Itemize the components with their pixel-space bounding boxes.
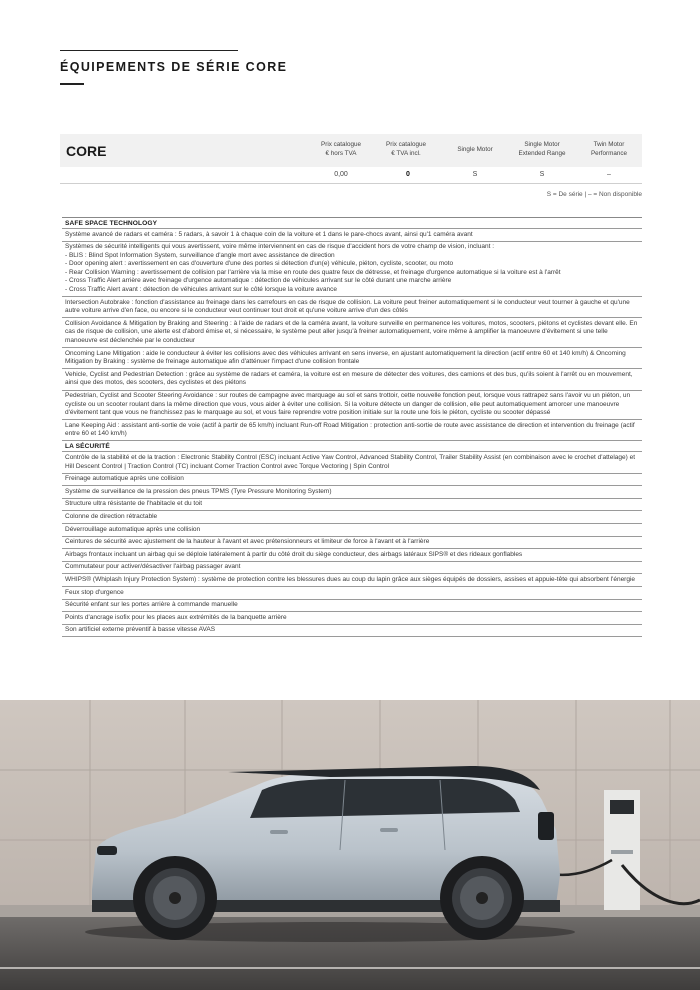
section-heading: LA SÉCURITÉ <box>62 441 642 452</box>
feature-row: Vehicle, Cyclist and Pedestrian Detection : grâce au système de radars et caméra, la voiture est en mesure de détecter des voitures, des camions et des bus, qu'ils soient à l'arrêt ou en mouvement, ainsi que des motos, des scooters, des cyclistes et des piétons <box>62 369 642 390</box>
col-single-motor-er: Single Motor Extended Range <box>518 141 566 157</box>
feature-row: Colonne de direction rétractable <box>62 511 642 524</box>
electric-suv-charging-photo <box>0 700 700 990</box>
section-heading: SAFE SPACE TECHNOLOGY <box>62 218 642 229</box>
feature-row: Intersection Autobrake : fonction d'assistance au freinage dans les carrefours en cas de risque de collision. La voiture peut freiner automatiquement si le conducteur veut tourner à gauche et qu'une autre voiture arrive d'en face, ou encore si le conducteur veut continuer tout droit et qu'une voiture arrive d'un des côtés <box>62 297 642 318</box>
feature-row: Oncoming Lane Mitigation : aide le conducteur à éviter les collisions avec des véhicules arrivant en sens inverse, en ajustant automatiquement la direction (actif entre 60 et 140 km/h) & Oncoming Mitigation by Braking : système de freinage automatique afin d'atténuer l'impact d'une collision frontale <box>62 348 642 369</box>
trim-title: CORE <box>66 143 107 159</box>
feature-row: Systèmes de sécurité intelligents qui vous avertissent, voire même interviennent en cas de risque d'accident hors de votre champ de vision, incluant : - BLIS : Blind Spot Information System, surveillance d'angle mort avec assistance de direction - Door opening alert : avertissement en cas d'ouverture d'une des portes si détection d'un(e) véhicule, piéton, cycliste, scooter, ou moto - Rear Collision Warning : avertissement de collision par l'arrière via la mise en route des quatre feux de détresse, et freinage d'urgence automatique si la voiture est à l'arrêt - Cross Traffic Alert arrière avec freinage d'urgence automatique : détection de véhicules arrivant sur le côté durant une marche arrière - Cross Traffic Alert avant : détection de véhicules arrivant sur le côté lorsque la voiture avance <box>62 242 642 298</box>
feature-row: Système de surveillance de la pression des pneus TPMS (Tyre Pressure Monitoring System) <box>62 486 642 499</box>
legend: S = De série | – = Non disponible <box>546 191 642 198</box>
feature-row: WHIPS® (Whiplash Injury Protection System) : système de protection contre les blessures dues au coup du lapin grâce aux sièges équipés de dossiers, assises et appuie-tête qui absorbent l'énergie <box>62 574 642 587</box>
col-price-incl-vat: Prix catalogue € TVA incl. <box>386 141 426 157</box>
availability-twin-motor: – <box>607 171 611 178</box>
feature-row: Freinage automatique après une collision <box>62 474 642 487</box>
feature-row: Ceintures de sécurité avec ajustement de la hauteur à l'avant et avec prétensionneurs et limiteur de force à l'avant et à l'arrière <box>62 537 642 550</box>
feature-row: Lane Keeping Aid : assistant anti-sortie de voie (actif à partir de 65 km/h) incluant Run-off Road Mitigation : protection anti-sortie de route avec assistance de direction et intervention du freinage (actif entre 60 et 140 km/h) <box>62 420 642 441</box>
availability-single-motor-er: S <box>539 171 545 178</box>
feature-row: Déverrouillage automatique après une collision <box>62 524 642 537</box>
feature-row: Commutateur pour activer/désactiver l'airbag passager avant <box>62 562 642 575</box>
photo-illustration <box>0 700 700 990</box>
price-incl-vat: 0 <box>406 171 410 178</box>
feature-row: Pedestrian, Cyclist and Scooter Steering Avoidance : sur routes de campagne avec marquage au sol et sans trottoir, cette nouvelle fonction peut, lorsque vous rattrapez sans l'avoir vu un piéton, un cycliste ou un scooter roulant dans la même direction que vous, vous aider à éviter une collision. Si la voiture détecte un danger de collision, elle peut automatiquement amorcer une manoeuvre d'évitement tant que vous ne franchissez pas le marquage au sol, et vous faire reprendre votre position initiale sur la route une fois le piéton, cycliste ou scooter dépassé <box>62 391 642 421</box>
feature-row: Son artificiel externe préventif à basse vitesse AVAS <box>62 625 642 638</box>
top-rule <box>60 50 238 51</box>
feature-row: Points d'ancrage isofix pour les places aux extrémités de la banquette arrière <box>62 612 642 625</box>
feature-row: Sécurité enfant sur les portes arrière à commande manuelle <box>62 600 642 613</box>
price-excl-vat: 0,00 <box>334 171 348 178</box>
availability-single-motor: S <box>472 171 478 178</box>
feature-row: Collision Avoidance & Mitigation by Braking and Steering : à l'aide de radars et de la caméra avant, la voiture surveille en permanence les voitures, motos, scooters, piétons et cyclistes devant elle. En cas de risque de collision, une alerte est d'abord émise et, si nécessaire, le système peut aller jusqu'à freiner automatiquement, voire même à amplifier la manoeuvre d'évitement si une telle manoeuvre est déclenchée par le conducteur <box>62 318 642 348</box>
col-twin-motor: Twin Motor Performance <box>590 141 628 157</box>
feature-row: Feux stop d'urgence <box>62 587 642 600</box>
feature-row: Système avancé de radars et caméra : 5 radars, à savoir 1 à chaque coin de la voiture et 1 dans le pare-chocs avant, ainsi qu'1 caméra avant <box>62 229 642 242</box>
feature-row: Structure ultra résistante de l'habitacle et du toit <box>62 499 642 512</box>
col-single-motor: Single Motor <box>457 146 493 153</box>
col-price-excl-vat: Prix catalogue € hors TVA <box>321 141 361 157</box>
title-underline <box>60 83 84 85</box>
feature-row: Airbags frontaux incluant un airbag qui se déploie latéralement à partir du côté droit du siège conducteur, des airbags latéraux SIPS® et des rideaux gonflables <box>62 549 642 562</box>
feature-row: Contrôle de la stabilité et de la traction : Electronic Stability Control (ESC) incluant Active Yaw Control, Advanced Stability Control, Trailer Stability Assist (en combinaison avec le crochet d'attelage) et Hill Descent Control | Traction Control (TC) incluant Corner Traction Control avec Torque Vectoring | Spin Control <box>62 452 642 473</box>
features-table <box>62 217 642 637</box>
page-title: ÉQUIPEMENTS DE SÉRIE CORE <box>60 60 288 74</box>
